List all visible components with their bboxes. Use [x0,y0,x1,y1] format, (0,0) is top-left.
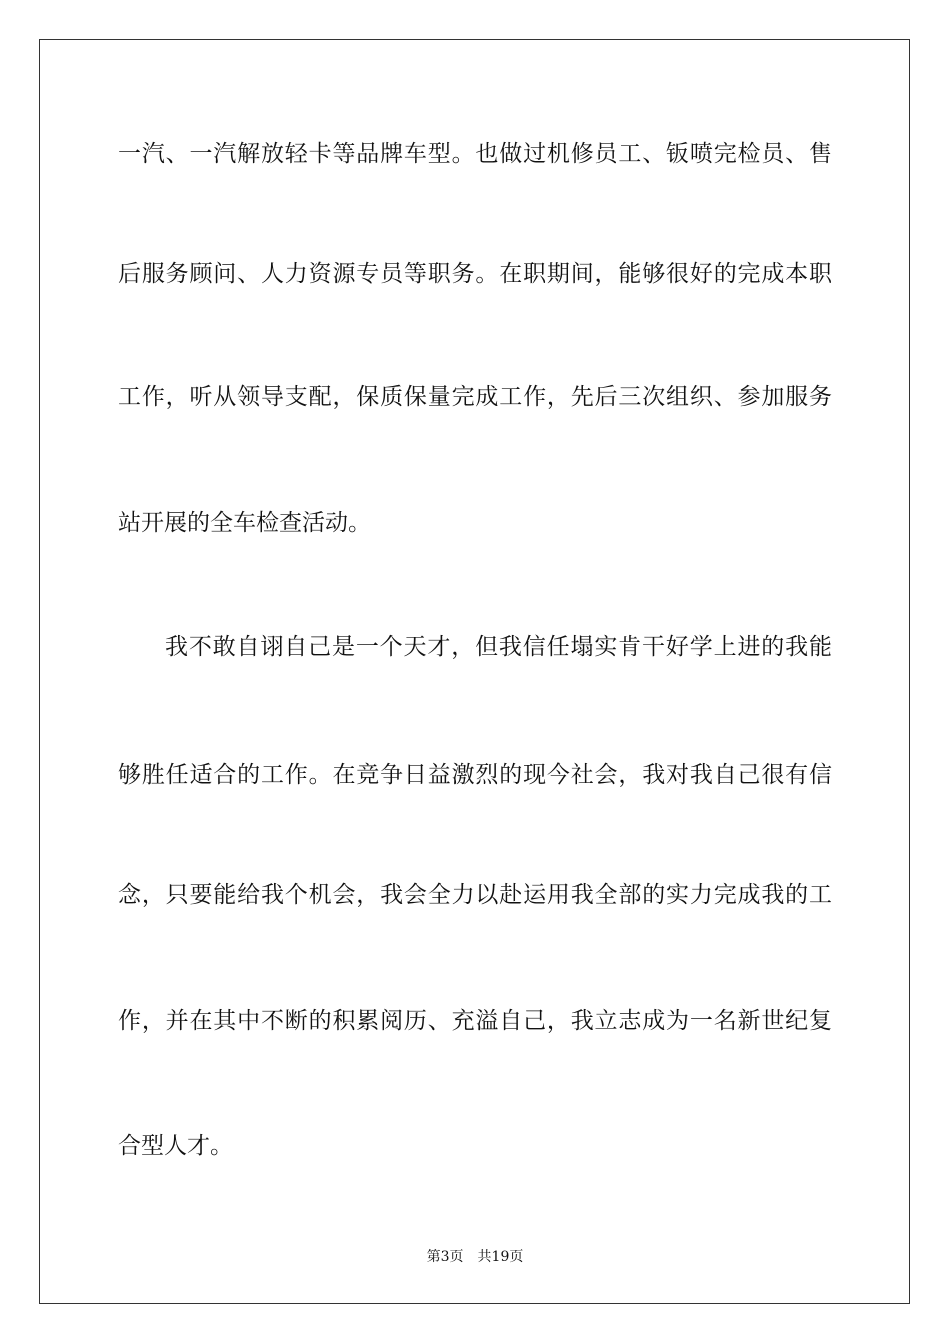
text-line-6: 够胜任适合的工作。在竞争日益激烈的现今社会，我对我自己很有信 [118,762,832,788]
page-number: 第3页 [426,1249,464,1265]
text-line-1: 一汽、一汽解放轻卡等品牌车型。也做过机修员工、钣喷完检员、售 [118,141,832,167]
page-footer [0,1247,950,1267]
text-line-7: 念，只要能给我个机会，我会全力以赴运用我全部的实力完成我的工 [118,882,832,908]
text-line-4: 站开展的全车检查活动。 [118,510,371,536]
text-line-9: 合型人才。 [118,1133,233,1159]
page-total: 共19页 [477,1249,524,1265]
paragraph-2-first-line: 我不敢自诩自己是一个天才，但我信任塌实肯干好学上进的我能 [165,634,832,660]
text-line-8: 作，并在其中不断的积累阅历、充溢自己，我立志成为一名新世纪复 [118,1008,832,1034]
page-border [39,39,910,1304]
text-line-2: 后服务顾问、人力资源专员等职务。在职期间，能够很好的完成本职 [118,261,832,287]
text-line-3: 工作，听从领导支配，保质保量完成工作，先后三次组织、参加服务 [118,384,832,410]
